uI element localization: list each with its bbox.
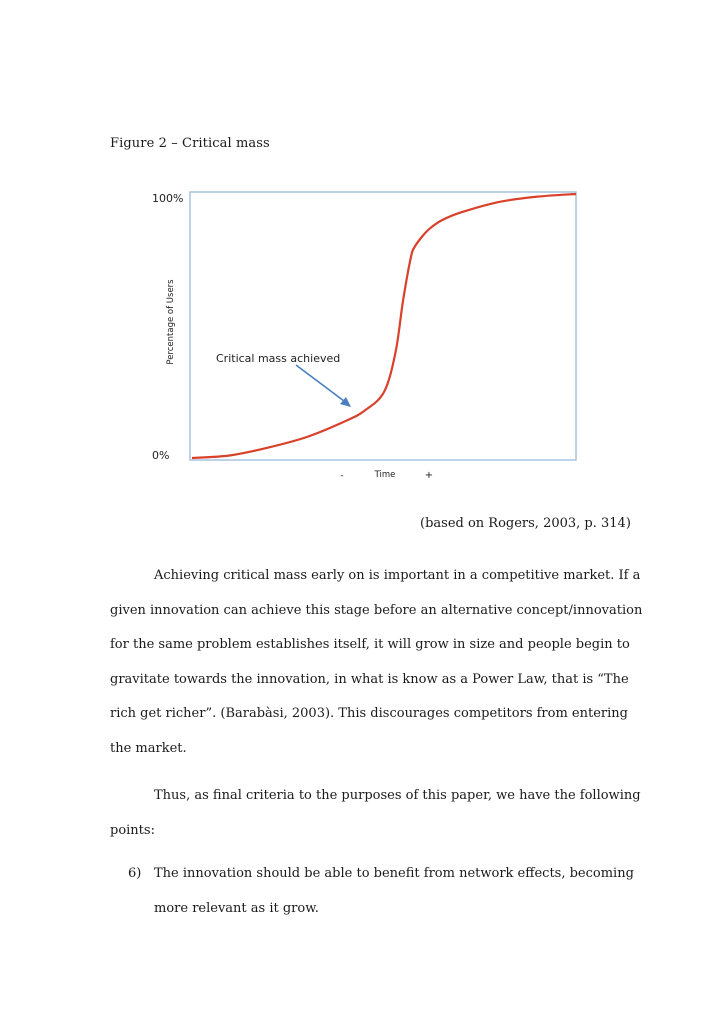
y-tick-label-0: 0% xyxy=(152,449,170,462)
figure-source: (based on Rogers, 2003, p. 314) xyxy=(420,516,631,531)
x-tick-label-plus: + xyxy=(424,470,434,481)
paragraph-line: points: xyxy=(110,822,155,838)
paragraph-line: gravitate towards the innovation, in what is know as a Power Law, that is “The xyxy=(110,671,629,687)
list-item-number: 6) xyxy=(128,866,142,881)
paragraph-line: the market. xyxy=(110,740,187,756)
y-axis-label: Percentage of Users xyxy=(166,279,176,365)
paragraph-line: Thus, as final criteria to the purposes of this paper, we have the following xyxy=(154,788,641,803)
x-tick-label-minus: - xyxy=(340,471,344,481)
plot-frame xyxy=(190,192,576,460)
critical-mass-chart xyxy=(150,182,590,482)
figure-caption: Figure 2 – Critical mass xyxy=(110,136,270,151)
paragraph-line: rich get richer”. (Barabàsi, 2003). This discourages competitors from entering xyxy=(110,706,628,721)
x-axis-label: Time xyxy=(374,470,396,480)
list-item-line: more relevant as it grow. xyxy=(154,900,319,916)
paragraph-critical-mass xyxy=(110,559,643,766)
list-item xyxy=(154,857,634,926)
chart-svg xyxy=(150,182,590,482)
paragraph-final-criteria xyxy=(110,779,641,848)
critical-mass-annotation: Critical mass achieved xyxy=(216,352,341,365)
list-item-line: The innovation should be able to benefit from network effects, becoming xyxy=(154,866,634,881)
paragraph-line: given innovation can achieve this stage before an alternative concept/innovation xyxy=(110,602,643,618)
paragraph-line: Achieving critical mass early on is important in a competitive market. If a xyxy=(154,568,641,583)
y-tick-label-100: 100% xyxy=(152,192,184,205)
paragraph-line: for the same problem establishes itself, it will grow in size and people begin to xyxy=(110,637,630,652)
